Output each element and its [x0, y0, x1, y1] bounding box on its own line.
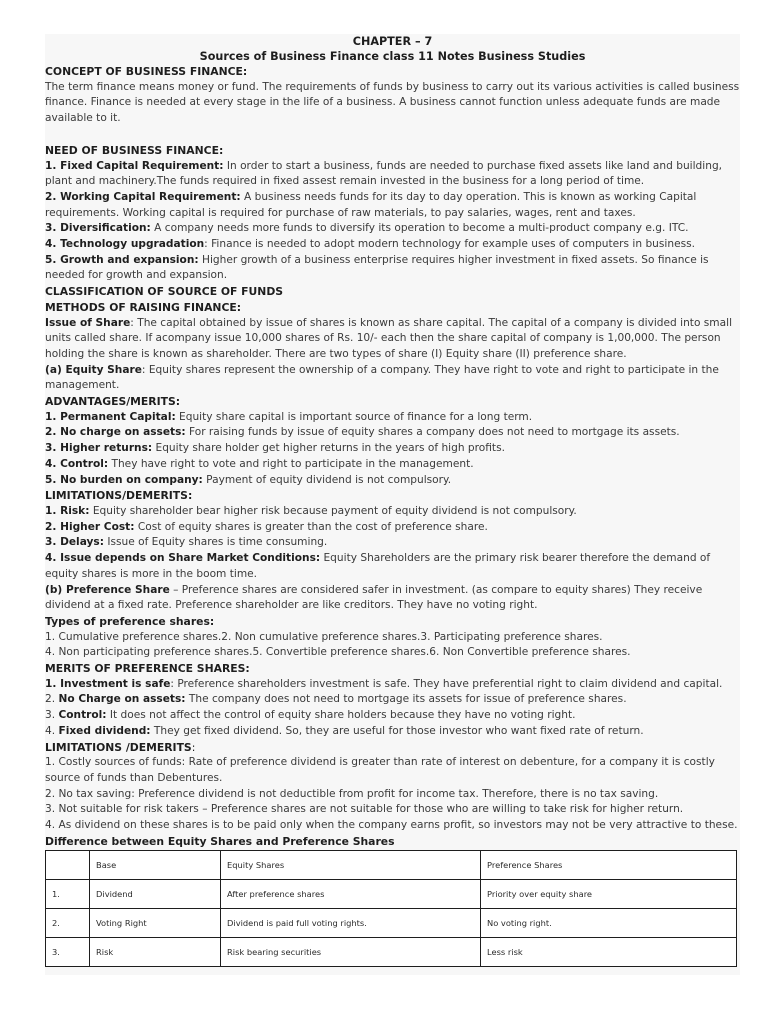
- limitation-item: 1. Risk: Equity shareholder bear higher risk because payment of equity dividend is not compulsory.: [45, 504, 577, 517]
- table-row: [46, 909, 737, 938]
- preference-share-text: (b) Preference Share – Preference shares are considered safer in investment. (as compare to equity shares) They receive dividend at a fixed rate. Preference shareholder are like creditors. They have no voting right.: [45, 583, 703, 612]
- document-page: [45, 34, 740, 975]
- table-cell: Voting Right: [90, 909, 221, 938]
- table-header-row: [46, 851, 737, 880]
- need-heading: NEED OF BUSINESS FINANCE:: [45, 143, 224, 157]
- need-item: 4. Technology upgradation: Finance is needed to adopt modern technology for example uses of computers in business.: [45, 238, 695, 251]
- types-line: 4. Non participating preference shares.5. Convertible preference shares.6. Non Convertible preference shares.: [45, 646, 631, 659]
- advantage-item: 3. Higher returns: Equity share holder get higher returns in the years of high profits.: [45, 442, 505, 455]
- table-cell: Risk: [90, 938, 221, 967]
- types-line: 1. Cumulative preference shares.2. Non cumulative preference shares.3. Participating preference shares.: [45, 630, 603, 643]
- table-cell: Equity Shares: [221, 851, 481, 880]
- concept-heading: CONCEPT OF BUSINESS FINANCE:: [45, 65, 248, 78]
- advantage-item: 2. No charge on assets: For raising funds by issue of equity shares a company does not need to mortgage its assets.: [45, 426, 680, 439]
- table-cell: Less risk: [481, 938, 737, 967]
- limitation-item: 2. Higher Cost: Cost of equity shares is greater than the cost of preference share.: [45, 520, 488, 533]
- table-cell: 1.: [46, 880, 90, 909]
- need-item: 1. Fixed Capital Requirement: In order to start a business, funds are needed to purchase fixed assets like land and building, plant and machinery.The funds required in fixed assest remain invested in the business for a long period of time.: [45, 159, 723, 188]
- need-item: 2. Working Capital Requirement: A business needs funds for its day to day operation. This is known as working Capital requirements. Working capital is required for purchase of raw materials, to pay salaries, wages, rent and taxes.: [45, 190, 697, 219]
- table-row: [46, 938, 737, 967]
- chapter-heading: CHAPTER – 7: [352, 35, 433, 48]
- pref-merit-item: 1. Investment is safe: Preference shareholders investment is safe. They have preferential right to claim dividend and capital.: [45, 677, 723, 690]
- limitation-item: 4. Issue depends on Share Market Conditions: Equity Shareholders are the primary risk bearer therefore the demand of equity shares is more in the boom time.: [45, 552, 711, 580]
- pref-limit-item: 4. As dividend on these shares is to be paid only when the company earns profit, so investors may not be very attractive to these.: [45, 819, 738, 832]
- need-item: 5. Growth and expansion: Higher growth of a business enterprise requires higher investment in fixed assets. So finance is needed for growth and expansion.: [45, 253, 709, 282]
- pref-merit-item: 2. No Charge on assets: The company does not need to mortgage its assets for issue of preference shares.: [45, 693, 627, 706]
- advantage-item: 5. No burden on company: Payment of equity dividend is not compulsory.: [45, 473, 452, 486]
- table-cell: Risk bearing securities: [221, 938, 481, 967]
- advantage-item: 1. Permanent Capital: Equity share capital is important source of finance for a long term.: [45, 410, 533, 423]
- need-item: 3. Diversification: A company needs more funds to diversify its operation to become a multi-product company e.g. ITC.: [45, 222, 689, 235]
- pref-limit-item: 1. Costly sources of funds: Rate of preference dividend is greater than rate of interest on debenture, for a company it is costly source of funds than Debentures.: [45, 756, 715, 784]
- table-row: [46, 880, 737, 909]
- pref-limits-heading: LIMITATIONS /DEMERITS:: [45, 740, 196, 754]
- difference-heading: Difference between Equity Shares and Preference Shares: [45, 834, 395, 848]
- advantages-heading: ADVANTAGES/MERITS:: [45, 395, 181, 409]
- limitations-heading: LIMITATIONS/DEMERITS:: [45, 489, 193, 503]
- table-cell: Base: [90, 851, 221, 880]
- issue-of-share-text: Issue of Share: The capital obtained by issue of shares is known as share capital. The capital of a company is divided into small units called share. If acompany issue 10,000 shares of Rs. 10/- each then the share capital of company is 1,00,000. The person holding the share is known as shareholder. There are two types of share (I) Equity share (II) preference share.: [45, 316, 733, 360]
- pref-limit-item: 2. No tax saving: Preference dividend is not deductible from profit for income tax. Therefore, there is no tax saving.: [45, 787, 659, 800]
- table-cell: 3.: [46, 938, 90, 967]
- table-cell: After preference shares: [221, 880, 481, 909]
- document-title: Sources of Business Finance class 11 Notes Business Studies: [199, 50, 586, 63]
- table-cell: Dividend is paid full voting rights.: [221, 909, 481, 938]
- table-cell: [46, 851, 90, 880]
- table-cell: No voting right.: [481, 909, 737, 938]
- table-cell: Dividend: [90, 880, 221, 909]
- concept-text: The term finance means money or fund. The requirements of funds by business to carry out its various activities is called business finance. Finance is needed at every stage in the life of a business. A business cannot function unless adequate funds are made available to it.: [45, 80, 740, 125]
- difference-table: [45, 850, 737, 967]
- table-cell: 2.: [46, 909, 90, 938]
- classification-heading: CLASSIFICATION OF SOURCE OF FUNDS: [45, 285, 284, 299]
- pref-merit-item: 4. Fixed dividend: They get fixed dividend. So, they are useful for those investor who want fixed rate of return.: [45, 724, 644, 737]
- types-heading: Types of preference shares:: [45, 614, 215, 628]
- table-cell: Priority over equity share: [481, 880, 737, 909]
- table-cell: Preference Shares: [481, 851, 737, 880]
- methods-heading: METHODS OF RAISING FINANCE:: [45, 300, 242, 314]
- pref-merit-item: 3. Control: It does not affect the control of equity share holders because they have no voting right.: [45, 709, 576, 722]
- pref-merits-heading: MERITS OF PREFERENCE SHARES:: [45, 662, 250, 676]
- advantage-item: 4. Control: They have right to vote and right to participate in the management.: [45, 457, 474, 470]
- limitation-item: 3. Delays: Issue of Equity shares is time consuming.: [45, 536, 328, 549]
- pref-limit-item: 3. Not suitable for risk takers – Preference shares are not suitable for those who are willing to take risk for higher return.: [45, 803, 684, 816]
- equity-share-text: (a) Equity Share: Equity shares represent the ownership of a company. They have right to vote and right to participate in the management.: [45, 363, 719, 392]
